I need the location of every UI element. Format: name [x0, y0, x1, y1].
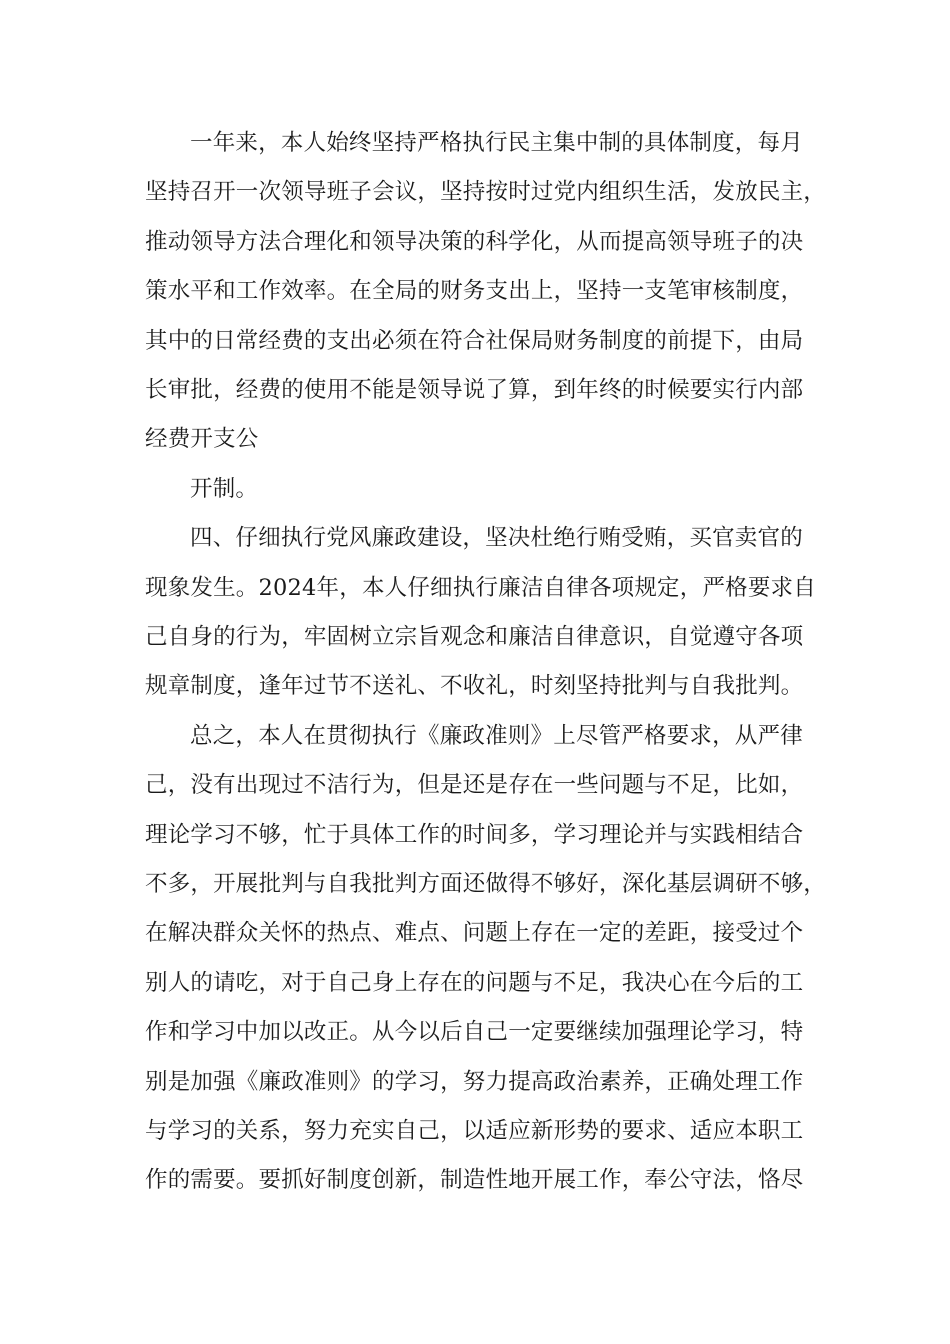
text-line: 别是加强《廉政准则》的学习，努力提高政治素养，正确处理工作: [145, 1068, 804, 1095]
text-line: 一年来，本人始终坚持严格执行民主集中制的具体制度，每月: [190, 130, 803, 156]
text-line: 规章制度，逢年过节不送礼、不收礼，时刻坚持批判与自我批判。: [145, 673, 804, 700]
text-line: 推动领导方法合理化和领导决策的科学化，从而提高领导班子的决: [145, 228, 804, 255]
text-line: 理论学习不够，忙于具体工作的时间多，学习理论并与实践相结合: [145, 821, 804, 848]
text-line: 经费开支公: [145, 426, 259, 453]
text-line: 开制。: [190, 475, 259, 502]
text-line: 坚持召开一次领导班子会议，坚持按时过党内组织生活，发放民主，: [145, 179, 827, 206]
text-line: 己，没有出现过不洁行为，但是还是存在一些问题与不足，比如，: [145, 772, 804, 799]
text-line: 与学习的关系，努力充实自己，以适应新形势的要求、适应本职工: [145, 1118, 804, 1144]
text-line: 现象发生。2024年，本人仔细执行廉洁自律各项规定，严格要求自: [145, 574, 816, 601]
text-line: 其中的日常经费的支出必须在符合社保局财务制度的前提下，由局: [145, 327, 804, 354]
text-line: 不多，开展批判与自我批判方面还做得不够好，深化基层调研不够，: [145, 871, 827, 897]
text-line: 在解决群众关怀的热点、难点、问题上存在一定的差距，接受过个: [145, 920, 804, 947]
text-line: 策水平和工作效率。在全局的财务支出上，坚持一支笔审核制度，: [145, 278, 804, 305]
text-line: 别人的请吃，对于自己身上存在的问题与不足，我决心在今后的工: [145, 969, 804, 996]
text-line: 作和学习中加以改正。从今以后自己一定要继续加强理论学习，特: [145, 1019, 804, 1046]
text-line: 四、仔细执行党风廉政建设，坚决杜绝行贿受贿，买官卖官的: [190, 525, 803, 552]
text-line: 总之，本人在贯彻执行《廉政准则》上尽管严格要求，从严律: [190, 722, 803, 749]
text-line: 己自身的行为，牢固树立宗旨观念和廉洁自律意识，自觉遵守各项: [145, 624, 804, 650]
text-line: 长审批，经费的使用不能是领导说了算，到年终的时候要实行内部: [145, 377, 804, 403]
text-line: 作的需要。要抓好制度创新，制造性地开展工作，奉公守法，恪尽: [145, 1167, 804, 1194]
